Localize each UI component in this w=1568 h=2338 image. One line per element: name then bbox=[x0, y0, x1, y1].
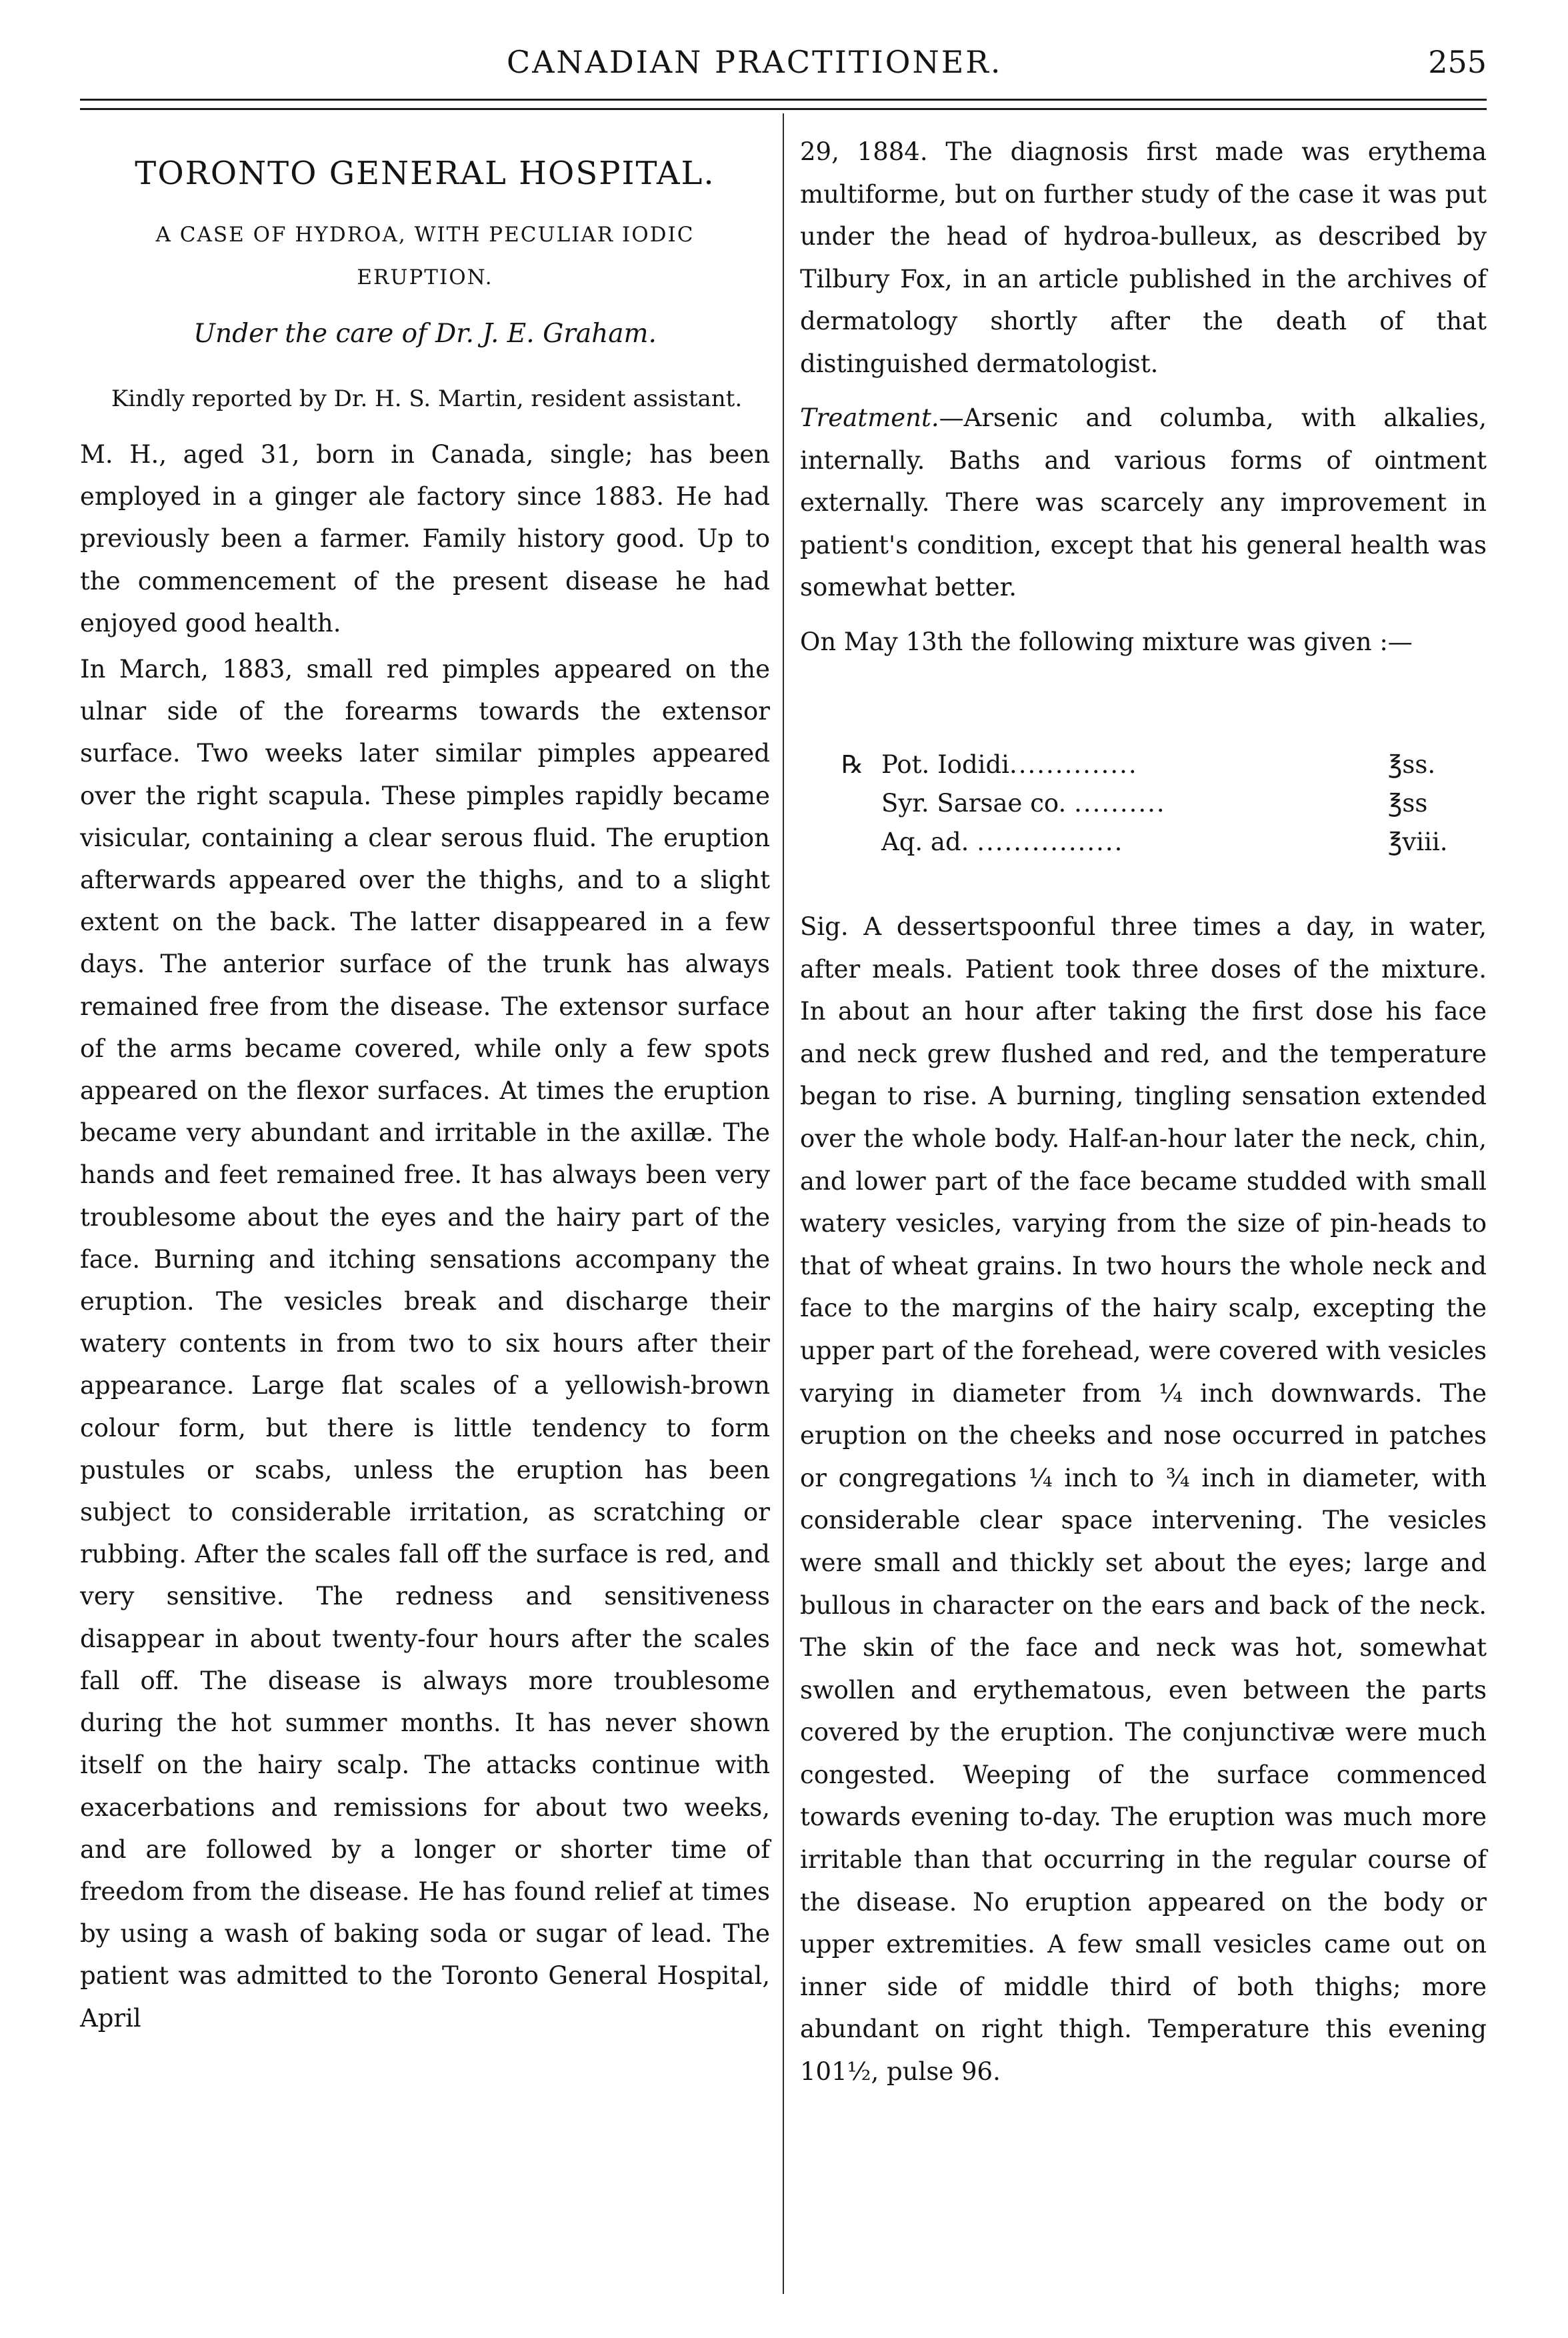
leader-dots: .............. bbox=[1009, 750, 1138, 779]
disease-course-paragraph: In March, 1883, small red pimples appeared on the ulnar side of the forearms towards the extensor surface. Two weeks later similar pimples appeared over the right scapula. These pimples rapidly became visicular, containing a clear serous fluid. The eruption afterwards appeared over the thighs, and to a slight extent on the back. The latter disappeared in a few days. The anterior surface of the trunk has always remained free from the disease. The extensor surface of the arms became covered, while only a few spots appeared on the flexor surfaces. At times the eruption became very abundant and irritable in the axillæ. The hands and feet remained free. It has always been very troublesome about the eyes and the hairy part of the face. Burning and itching sensations accompany the eruption. The vesicles break and discharge their watery contents in from two to six hours after their appearance. Large flat scales of a yellowish-brown colour form, but there is little tendency to form pustules or scabs, unless the eruption has been subject to considerable irritation, as scratching or rubbing. After the scales fall off the surface is red, and very sensitive. The redness and sensitiveness disappear in about twenty-four hours after the scales fall off. The disease is always more troublesome during the hot summer months. It has never shown itself on the hairy scalp. The attacks continue with exacerbations and remissions for about two weeks, and are followed by a longer or shorter time of freedom from the disease. He has found relief at times by using a wash of baking soda or sugar of lead. The patient was admitted to the Toronto General Hospital, April bbox=[80, 655, 770, 2033]
prescription-block bbox=[800, 746, 1487, 862]
left-column-body bbox=[80, 433, 770, 2039]
prescription-item bbox=[881, 746, 1375, 784]
reporter-line: Kindly reported by Dr. H. S. Martin, resident assistant. bbox=[111, 385, 743, 412]
page-number: 255 bbox=[1428, 44, 1487, 80]
prescription-item-name: Syr. Sarsae co. bbox=[881, 789, 1067, 818]
prescription-item-name: Pot. Iodidi bbox=[881, 750, 1009, 779]
prescription-dose: ℥viii. bbox=[1388, 828, 1448, 856]
article-heading: TORONTO GENERAL HOSPITAL. bbox=[135, 155, 715, 192]
header-rule-bottom bbox=[80, 108, 1487, 110]
article-subtitle: A CASE OF HYDROA, WITH PECULIAR IODIC ERUPTION. bbox=[155, 223, 695, 289]
treatment-label: Treatment. bbox=[800, 403, 939, 432]
prescription-dose: ℥ss bbox=[1388, 789, 1428, 818]
prescription-item-name: Aq. ad. bbox=[881, 828, 969, 856]
attending-physician: Under the care of Dr. J. E. Graham. bbox=[193, 319, 657, 349]
leader-dots: ................ bbox=[977, 828, 1124, 856]
case-history-paragraph: M. H., aged 31, born in Canada, single; has been employed in a ginger ale factory since 1883. He had previously been a farmer. Family history good. Up to the commencement of the present disease he had enjoyed good health. bbox=[80, 440, 770, 638]
right-column-body-top bbox=[800, 131, 1487, 663]
column-divider bbox=[783, 113, 784, 2294]
running-title: CANADIAN PRACTITIONER. bbox=[507, 44, 1003, 80]
treatment-text: —Arsenic and columba, with alkalies, internally. Baths and various forms of ointment externally. There was scarcely any improvement in patient's condition, except that his general health was somewhat better. bbox=[800, 403, 1487, 602]
diagnosis-paragraph: 29, 1884. The diagnosis first made was erythema multiforme, but on further study of the case it was put under the head of hydroa-bulleux, as described by Tilbury Fox, in an article published in the archives of dermatology shortly after the death of that distinguished dermatologist. bbox=[800, 137, 1487, 378]
leader-dots: .......... bbox=[1074, 789, 1166, 818]
prescription-line bbox=[800, 746, 1487, 784]
treatment-paragraph bbox=[800, 397, 1487, 609]
signature-paragraph: Sig. A dessertspoonful three times a day, in water, after meals. Patient took three doses of the mixture. In about an hour after taking the first dose his face and neck grew flushed and red, and the temperature began to rise. A burning, tingling sensation extended over the whole body. Half-an-hour later the neck, chin, and lower part of the face became studded with small watery vesicles, varying from the size of pin-heads to that of wheat grains. In two hours the whole neck and face to the margins of the hairy scalp, excepting the upper part of the forehead, were covered with vesicles varying in diameter from ¼ inch downwards. The eruption on the cheeks and nose occurred in patches or congregations ¼ inch to ¾ inch in diameter, with considerable clear space intervening. The vesicles were small and thickly set about the eyes; large and bullous in character on the ears and back of the neck. The skin of the face and neck was hot, somewhat swollen and erythematous, even between the parts covered by the eruption. The conjunctivæ were much congested. Weeping of the surface commenced towards evening to-day. The eruption was much more irritable than that occurring in the regular course of the disease. No eruption appeared on the body or upper extremities. A few small vesicles came out on inner side of middle third of both thighs; more abundant on right thigh. Temperature this evening 101½, pulse 96. bbox=[800, 912, 1487, 2087]
recipe-symbol: ℞ bbox=[841, 750, 864, 779]
prescription-line bbox=[800, 823, 1487, 862]
running-header bbox=[80, 40, 1487, 93]
mixture-intro-paragraph: On May 13th the following mixture was given :— bbox=[800, 627, 1413, 656]
header-rule-top bbox=[80, 99, 1487, 101]
right-column-body-bottom bbox=[800, 906, 1487, 2093]
prescription-dose: ℥ss. bbox=[1388, 750, 1436, 779]
prescription-item bbox=[881, 823, 1375, 862]
prescription-line bbox=[800, 784, 1487, 823]
prescription-item bbox=[881, 784, 1375, 823]
